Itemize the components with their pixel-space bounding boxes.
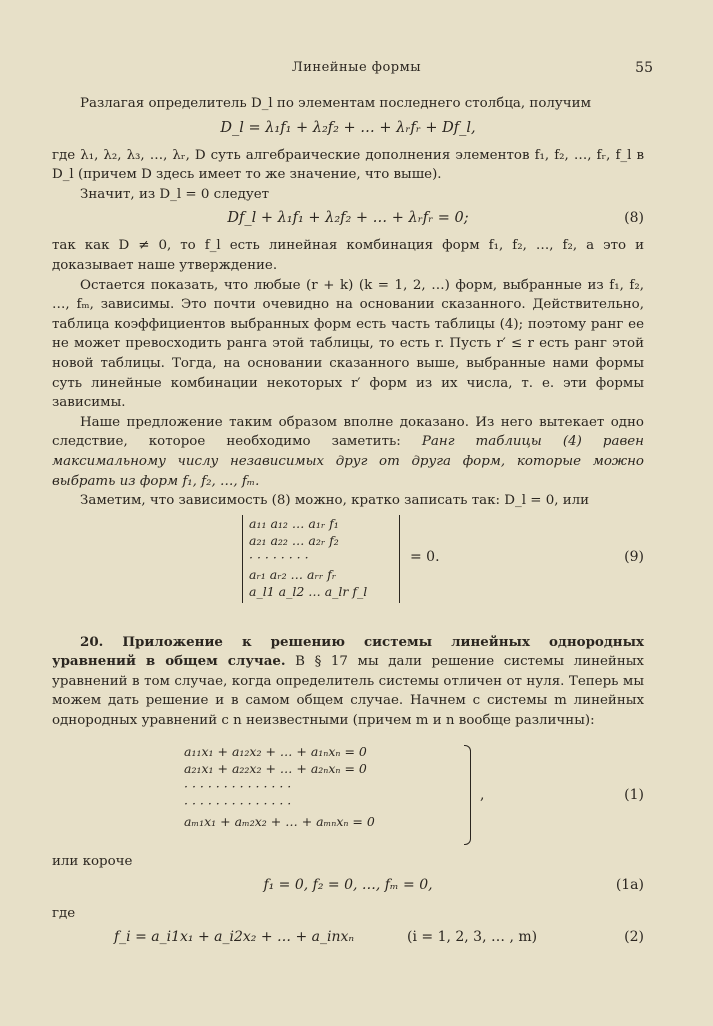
formula-1a-expression: f₁ = 0, f₂ = 0, …, fₘ = 0, — [263, 876, 433, 893]
formula-9-number: (9) — [624, 548, 644, 565]
formula-1a — [52, 873, 644, 903]
paragraph-1: Разлагая определитель D_l по элементам последнего столбца, получим — [80, 96, 591, 111]
formula-8 — [52, 204, 644, 236]
formula-1-number: (1) — [624, 786, 644, 803]
determinant-row: · · · · · · · · — [249, 549, 309, 565]
paragraph-7: Заметим, что зависимость (8) можно, кратко записать так: D_l = 0, или — [80, 493, 590, 509]
system-rows — [184, 743, 484, 831]
running-title: Линейные формы — [291, 60, 422, 75]
formula-2-index: (i = 1, 2, 3, … , m) — [407, 928, 538, 945]
determinant-row: a₂₁ a₂₂ … a₂ᵣ f₂ — [249, 532, 339, 548]
system-row: a₂₁x₁ + a₂₂x₂ + … + a₂ₙxₙ = 0 — [184, 761, 367, 777]
where-word: где — [52, 905, 76, 921]
paragraph-2: где λ₁, λ₂, λ₃, …, λᵣ, D суть алгебраические дополнения элементов f₁, f₂, …, fᵣ, f_l в D_l (причем D здесь имеет то же значение, что выше). — [52, 147, 644, 183]
equation-system — [52, 743, 644, 851]
section-20 — [52, 633, 644, 731]
or-shorter: или короче — [52, 853, 133, 869]
formula-8-expression: Df_l + λ₁f₁ + λ₂f₂ + … + λᵣfᵣ = 0; — [227, 210, 469, 227]
determinant-row: aᵣ₁ aᵣ₂ … aᵣᵣ fᵣ — [249, 566, 337, 582]
paragraph-6 — [52, 413, 644, 491]
formula-2 — [52, 925, 644, 955]
formula-8-number: (8) — [624, 210, 644, 227]
formula-1a-number: (1а) — [615, 876, 644, 893]
paragraph-6-text: Наше предложение таким образом вполне доказано. Из него вытекает одно следствие, которое необходимо заметить: — [52, 414, 644, 450]
page-header — [0, 60, 713, 82]
system-row: · · · · · · · · · · · · · · — [184, 778, 292, 794]
theorem-statement: Ранг таблицы (4) равен максимальному числу независимых друг от друга форм, которые можно выбрать из форм f₁, f₂, …, fₘ. — [52, 434, 645, 489]
system-brace — [464, 745, 471, 845]
determinant-block — [52, 515, 644, 607]
system-row: · · · · · · · · · · · · · · — [184, 796, 292, 812]
formula-Dl-expression: D_l = λ₁f₁ + λ₂f₂ + … + λᵣfᵣ + Df_l, — [220, 119, 476, 136]
determinant-row: a_l1 a_l2 … a_lr f_l — [249, 583, 368, 599]
determinant-equals: = 0. — [410, 548, 440, 565]
paragraph-4: так как D ≠ 0, то f_l есть линейная комбинация форм f₁, f₂, …, f₂, а это и доказывает наше утверждение. — [52, 238, 644, 273]
determinant-row: a₁₁ a₁₂ … a₁ᵣ f₁ — [249, 515, 339, 531]
page-number: 55 — [635, 60, 653, 76]
system-row: a₁₁x₁ + a₁₂x₂ + … + a₁ₙxₙ = 0 — [184, 743, 367, 759]
formula-2-number: (2) — [624, 928, 644, 945]
section-heading: 20. Приложение к решению системы линейных однородных уравнений в общем случае. — [52, 633, 644, 670]
main-text — [52, 94, 644, 955]
system-row: aₘ₁x₁ + aₘ₂x₂ + … + aₘₙxₙ = 0 — [184, 813, 375, 829]
paragraph-5: Остается показать, что любые (r + k) (k = 1, 2, …) форм, выбранные из f₁, f₂, …, fₘ, зависимы. Это почти очевидно на основании сказанного. Действительно, таблица коэффициентов выбранных форм есть часть таблицы (4); поэтому ранг ее не может превосходить ранга этой таблицы, то есть r. Пусть r′ ≤ r есть ранг этой новой таблицы. Тогда, на основании сказанного выше, выбранные нами формы суть линейные комбинации некоторых r′ форм из их числа, т. е. эти формы зависимы. — [52, 277, 644, 411]
formula-2-expression: f_i = a_i1x₁ + a_i2x₂ + … + a_inxₙ — [114, 928, 355, 945]
section-text: В § 17 мы дали решение системы линейных уравнений в том случае, когда определитель системы отличен от нуля. Теперь мы можем дать решение и в самом общем случае. Начнем с системы m линейных однородных уравнений с n неизвестными (причем m и n вообще различны): — [52, 654, 644, 729]
determinant — [242, 515, 400, 603]
formula-Dl — [52, 114, 644, 146]
system-comma: , — [480, 786, 485, 803]
paragraph-3: Значит, из D_l = 0 следует — [80, 186, 270, 202]
